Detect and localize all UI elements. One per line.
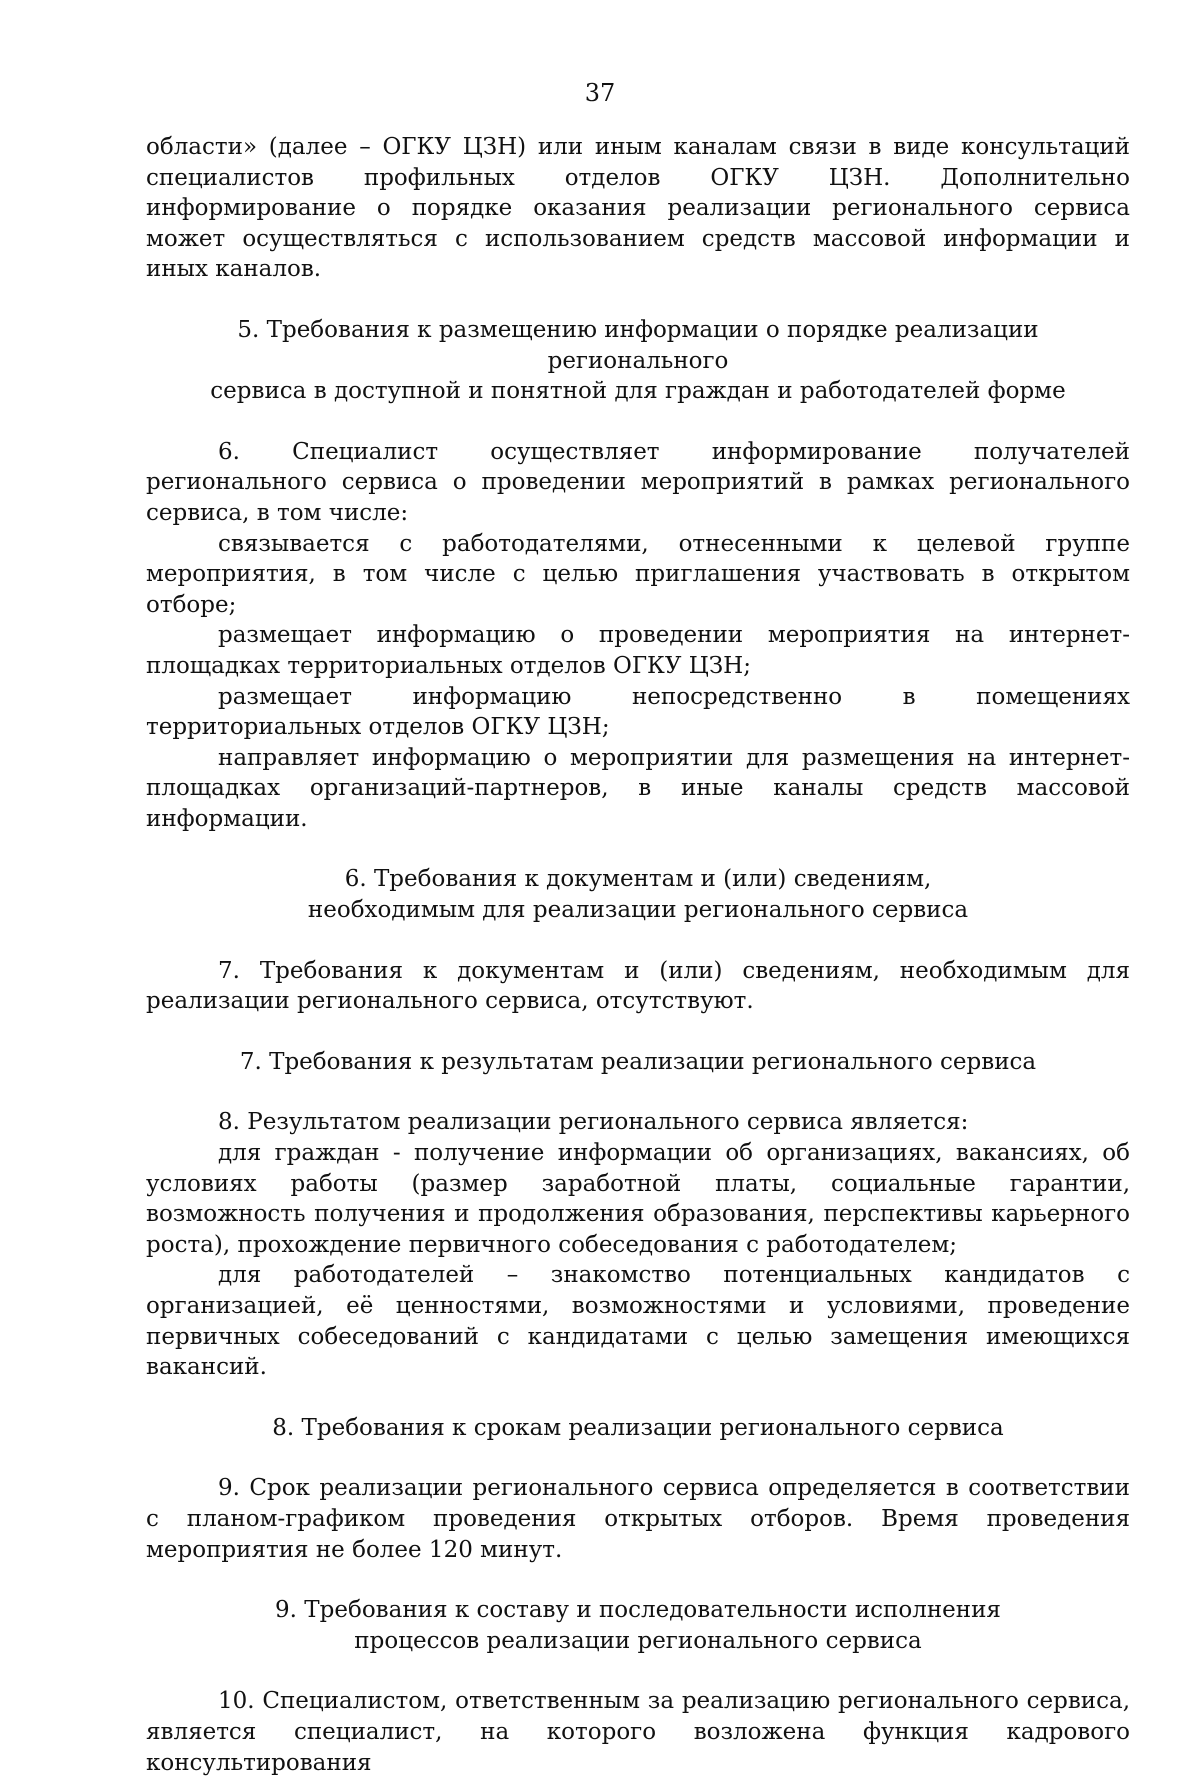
paragraph-6-item-3: размещает информацию непосредственно в помещениях территориальных отделов ОГКУ ЦЗН;: [146, 683, 1130, 741]
section-heading-8: 8. Требования к срокам реализации регионального сервиса: [272, 1414, 1004, 1441]
spacer: [146, 285, 1130, 315]
paragraph-8-item-1: для граждан - получение информации об организациях, вакансиях, об условиях работы (размер заработной платы, социальные гарантии, возможность получения и продолжения образования, перспективы карьерного роста), прохождение первичного собеседования с работодателем;: [146, 1140, 1130, 1258]
section-heading-6-line-1: 6. Требования к документам и (или) сведениям,: [344, 866, 932, 893]
paragraph-6-item-4: направляет информацию о мероприятии для размещения на интернет-площадках организаций-партнеров, в иные каналы средств массовой информации.: [146, 744, 1130, 832]
spacer: [146, 1383, 1130, 1413]
section-heading-5-line-2: сервиса в доступной и понятной для граждан и работодателей форме: [210, 378, 1066, 405]
paragraph-9: 9. Срок реализации регионального сервиса определяется в соответствии с планом-графиком проведения открытых отборов. Время проведения мероприятия не более 120 минут.: [146, 1475, 1130, 1563]
section-heading-7: 7. Требования к результатам реализации регионального сервиса: [239, 1048, 1037, 1075]
paragraph-7: 7. Требования к документам и (или) сведениям, необходимым для реализации регионального сервиса, отсутствуют.: [146, 957, 1130, 1015]
spacer: [146, 926, 1130, 956]
spacer: [146, 1565, 1130, 1595]
paragraph-8-item-2: для работодателей – знакомство потенциальных кандидатов с организацией, её ценностями, возможностями и условиями, проведение первичных собеседований с кандидатами с целью замещения имеющихся вакансий.: [146, 1262, 1130, 1381]
spacer: [146, 407, 1130, 437]
paragraph-8: 8. Результатом реализации регионального сервиса является:: [218, 1109, 969, 1136]
section-heading-5-line-1: 5. Требования к размещению информации о порядке реализации регионального: [237, 316, 1039, 374]
paragraph-10: 10. Специалистом, ответственным за реализацию регионального сервиса, является специалист, на которого возложена функция кадрового консультирования: [146, 1688, 1130, 1776]
spacer: [146, 834, 1130, 864]
section-heading-6-line-2: необходимым для реализации регионального сервиса: [307, 897, 969, 924]
section-heading-9-line-2: процессов реализации регионального сервиса: [354, 1627, 922, 1654]
paragraph-6-item-2: размещает информацию о проведении мероприятия на интернет-площадках территориальных отделов ОГКУ ЦЗН;: [146, 622, 1130, 679]
spacer: [146, 1656, 1130, 1686]
document-body: [146, 132, 1130, 1778]
section-heading-9-line-1: 9. Требования к составу и последовательности исполнения: [275, 1597, 1001, 1624]
spacer: [146, 1077, 1130, 1107]
paragraph-6: 6. Специалист осуществляет информирование получателей регионального сервиса о проведении мероприятий в рамках регионального сервиса, в том числе:: [146, 438, 1130, 526]
spacer: [146, 1017, 1130, 1047]
spacer: [146, 1443, 1130, 1473]
paragraph-continuation: области» (далее – ОГКУ ЦЗН) или иным каналам связи в виде консультаций специалистов профильных отделов ОГКУ ЦЗН. Дополнительно информирование о порядке оказания реализации регионального сервиса может осуществляться с использованием средств массовой информации и иных каналов.: [146, 134, 1130, 283]
page-number: 37: [584, 79, 616, 107]
paragraph-6-item-1: связывается с работодателями, отнесенными к целевой группе мероприятия, в том числе с целью приглашения участвовать в открытом отборе;: [146, 530, 1130, 618]
